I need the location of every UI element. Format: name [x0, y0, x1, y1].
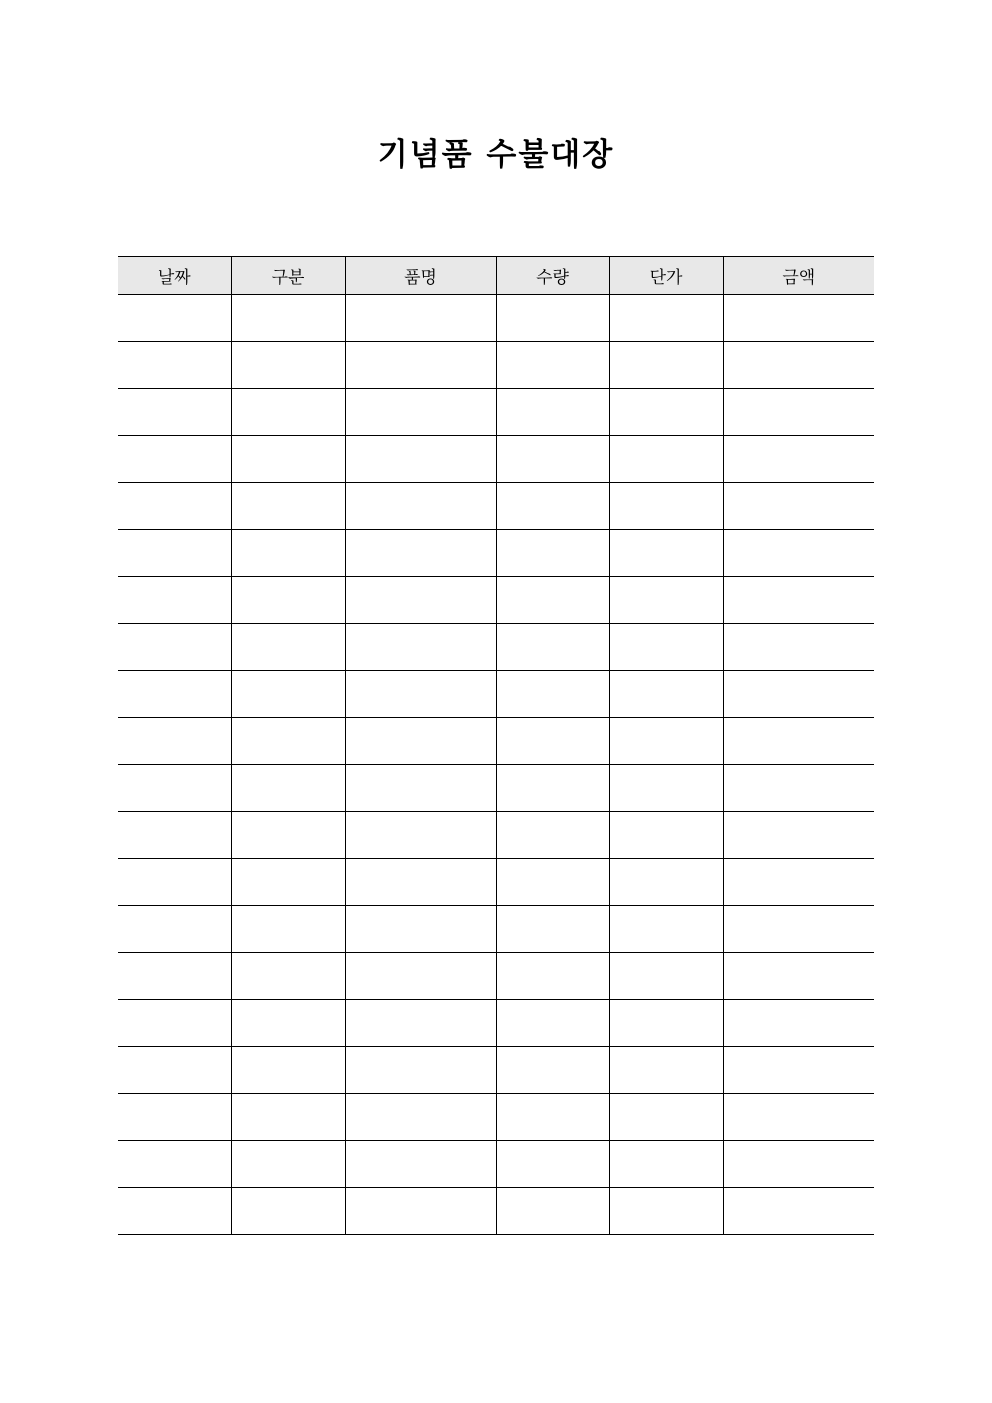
cell-category[interactable] — [231, 389, 345, 436]
cell-item-name[interactable] — [345, 342, 496, 389]
cell-amount[interactable] — [723, 953, 874, 1000]
cell-quantity[interactable] — [496, 1047, 609, 1094]
cell-amount[interactable] — [723, 624, 874, 671]
cell-date[interactable] — [118, 1000, 231, 1047]
cell-category[interactable] — [231, 718, 345, 765]
cell-item-name[interactable] — [345, 765, 496, 812]
table-row — [118, 1000, 874, 1047]
cell-item-name[interactable] — [345, 624, 496, 671]
cell-unit-price[interactable] — [609, 1094, 723, 1141]
column-header-amount: 금액 — [723, 257, 874, 295]
cell-category[interactable] — [231, 1047, 345, 1094]
cell-item-name[interactable] — [345, 859, 496, 906]
cell-item-name[interactable] — [345, 953, 496, 1000]
cell-item-name[interactable] — [345, 812, 496, 859]
cell-date[interactable] — [118, 671, 231, 718]
cell-amount[interactable] — [723, 859, 874, 906]
table-row — [118, 483, 874, 530]
column-header-item-name: 품명 — [345, 257, 496, 295]
cell-quantity[interactable] — [496, 906, 609, 953]
cell-item-name[interactable] — [345, 295, 496, 342]
cell-date[interactable] — [118, 718, 231, 765]
cell-amount[interactable] — [723, 812, 874, 859]
table-row — [118, 436, 874, 483]
cell-category[interactable] — [231, 483, 345, 530]
ledger-body — [118, 295, 874, 1235]
cell-amount[interactable] — [723, 295, 874, 342]
cell-date[interactable] — [118, 483, 231, 530]
table-row — [118, 671, 874, 718]
cell-item-name[interactable] — [345, 389, 496, 436]
cell-unit-price[interactable] — [609, 859, 723, 906]
cell-item-name[interactable] — [345, 577, 496, 624]
cell-unit-price[interactable] — [609, 765, 723, 812]
cell-quantity[interactable] — [496, 765, 609, 812]
cell-quantity[interactable] — [496, 859, 609, 906]
cell-unit-price[interactable] — [609, 812, 723, 859]
cell-unit-price[interactable] — [609, 1047, 723, 1094]
cell-date[interactable] — [118, 295, 231, 342]
cell-category[interactable] — [231, 530, 345, 577]
table-row — [118, 718, 874, 765]
cell-unit-price[interactable] — [609, 671, 723, 718]
table-row — [118, 1141, 874, 1188]
cell-category[interactable] — [231, 953, 345, 1000]
cell-category[interactable] — [231, 765, 345, 812]
cell-quantity[interactable] — [496, 389, 609, 436]
cell-item-name[interactable] — [345, 436, 496, 483]
column-header-quantity: 수량 — [496, 257, 609, 295]
cell-amount[interactable] — [723, 483, 874, 530]
cell-amount[interactable] — [723, 342, 874, 389]
cell-unit-price[interactable] — [609, 1141, 723, 1188]
column-header-unit-price: 단가 — [609, 257, 723, 295]
cell-item-name[interactable] — [345, 1141, 496, 1188]
cell-amount[interactable] — [723, 1000, 874, 1047]
cell-category[interactable] — [231, 859, 345, 906]
cell-quantity[interactable] — [496, 718, 609, 765]
cell-category[interactable] — [231, 1094, 345, 1141]
cell-quantity[interactable] — [496, 436, 609, 483]
cell-quantity[interactable] — [496, 295, 609, 342]
table-row — [118, 624, 874, 671]
cell-item-name[interactable] — [345, 671, 496, 718]
cell-date[interactable] — [118, 1188, 231, 1235]
cell-unit-price[interactable] — [609, 624, 723, 671]
table-row — [118, 1188, 874, 1235]
cell-item-name[interactable] — [345, 1188, 496, 1235]
cell-unit-price[interactable] — [609, 389, 723, 436]
table-row — [118, 765, 874, 812]
table-row — [118, 295, 874, 342]
table-row — [118, 389, 874, 436]
cell-item-name[interactable] — [345, 530, 496, 577]
header-row — [118, 257, 874, 295]
cell-category[interactable] — [231, 342, 345, 389]
ledger-table — [118, 256, 874, 1235]
cell-amount[interactable] — [723, 389, 874, 436]
cell-date[interactable] — [118, 624, 231, 671]
cell-quantity[interactable] — [496, 624, 609, 671]
cell-category[interactable] — [231, 671, 345, 718]
cell-quantity[interactable] — [496, 1094, 609, 1141]
cell-unit-price[interactable] — [609, 295, 723, 342]
cell-amount[interactable] — [723, 765, 874, 812]
column-header-category: 구분 — [231, 257, 345, 295]
cell-category[interactable] — [231, 906, 345, 953]
ledger-header — [118, 257, 874, 295]
cell-date[interactable] — [118, 436, 231, 483]
cell-item-name[interactable] — [345, 1094, 496, 1141]
table-row — [118, 953, 874, 1000]
cell-category[interactable] — [231, 1000, 345, 1047]
cell-date[interactable] — [118, 577, 231, 624]
cell-date[interactable] — [118, 765, 231, 812]
cell-date[interactable] — [118, 953, 231, 1000]
cell-quantity[interactable] — [496, 342, 609, 389]
cell-amount[interactable] — [723, 1094, 874, 1141]
cell-amount[interactable] — [723, 1188, 874, 1235]
cell-amount[interactable] — [723, 1141, 874, 1188]
cell-unit-price[interactable] — [609, 1188, 723, 1235]
cell-item-name[interactable] — [345, 483, 496, 530]
cell-quantity[interactable] — [496, 1000, 609, 1047]
cell-unit-price[interactable] — [609, 577, 723, 624]
cell-amount[interactable] — [723, 577, 874, 624]
table-row — [118, 1094, 874, 1141]
cell-quantity[interactable] — [496, 953, 609, 1000]
cell-quantity[interactable] — [496, 1141, 609, 1188]
table-row — [118, 1047, 874, 1094]
cell-quantity[interactable] — [496, 577, 609, 624]
cell-amount[interactable] — [723, 436, 874, 483]
cell-quantity[interactable] — [496, 812, 609, 859]
cell-category[interactable] — [231, 1141, 345, 1188]
cell-unit-price[interactable] — [609, 483, 723, 530]
cell-category[interactable] — [231, 577, 345, 624]
cell-date[interactable] — [118, 906, 231, 953]
cell-unit-price[interactable] — [609, 530, 723, 577]
cell-unit-price[interactable] — [609, 342, 723, 389]
cell-item-name[interactable] — [345, 906, 496, 953]
cell-category[interactable] — [231, 295, 345, 342]
cell-date[interactable] — [118, 1141, 231, 1188]
cell-date[interactable] — [118, 812, 231, 859]
cell-quantity[interactable] — [496, 671, 609, 718]
table-row — [118, 530, 874, 577]
cell-category[interactable] — [231, 812, 345, 859]
cell-date[interactable] — [118, 859, 231, 906]
cell-quantity[interactable] — [496, 530, 609, 577]
table-row — [118, 577, 874, 624]
cell-amount[interactable] — [723, 530, 874, 577]
cell-amount[interactable] — [723, 1047, 874, 1094]
cell-item-name[interactable] — [345, 718, 496, 765]
cell-item-name[interactable] — [345, 1000, 496, 1047]
cell-amount[interactable] — [723, 718, 874, 765]
cell-unit-price[interactable] — [609, 906, 723, 953]
cell-date[interactable] — [118, 1047, 231, 1094]
cell-quantity[interactable] — [496, 1188, 609, 1235]
cell-date[interactable] — [118, 342, 231, 389]
cell-category[interactable] — [231, 624, 345, 671]
cell-unit-price[interactable] — [609, 1000, 723, 1047]
cell-amount[interactable] — [723, 906, 874, 953]
table-row — [118, 906, 874, 953]
cell-item-name[interactable] — [345, 1047, 496, 1094]
cell-category[interactable] — [231, 436, 345, 483]
table-row — [118, 812, 874, 859]
cell-date[interactable] — [118, 530, 231, 577]
table-row — [118, 342, 874, 389]
cell-unit-price[interactable] — [609, 953, 723, 1000]
table-row — [118, 859, 874, 906]
cell-unit-price[interactable] — [609, 718, 723, 765]
cell-amount[interactable] — [723, 671, 874, 718]
cell-quantity[interactable] — [496, 483, 609, 530]
cell-unit-price[interactable] — [609, 436, 723, 483]
cell-category[interactable] — [231, 1188, 345, 1235]
cell-date[interactable] — [118, 389, 231, 436]
cell-date[interactable] — [118, 1094, 231, 1141]
column-header-date: 날짜 — [118, 257, 231, 295]
page-title: 기념품 수불대장 — [377, 137, 615, 173]
